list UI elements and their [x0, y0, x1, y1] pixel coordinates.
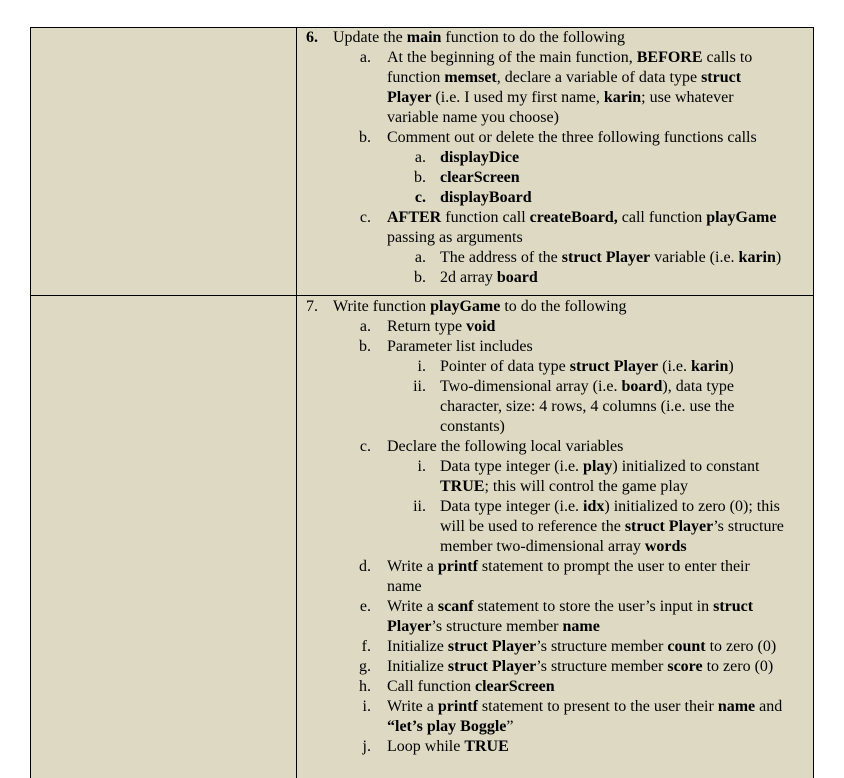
list-item-text [387, 657, 773, 677]
list-marker: a. [359, 318, 371, 335]
bold-term: count [667, 638, 706, 655]
bold-term: “let’s play Boggle [387, 718, 507, 735]
text-run: Return type [387, 318, 467, 335]
instruction-cell-step-7 [297, 296, 813, 778]
bold-term: BEFORE [636, 49, 703, 66]
step-heading [333, 297, 627, 317]
text-run: Two-dimensional array (i.e. [440, 378, 622, 395]
list-marker: f. [361, 638, 371, 655]
bold-term: createBoard, [529, 209, 618, 226]
sub-list-item-text [440, 397, 734, 417]
list-marker: c. [359, 438, 371, 455]
bold-term: playGame [706, 209, 777, 226]
sub-list-item-text [440, 268, 538, 288]
sub-list-item-text [440, 188, 532, 208]
list-item-text [387, 717, 514, 737]
text-run: to do the following [500, 298, 627, 315]
text-run: Write function [333, 298, 431, 315]
list-item-text [387, 108, 559, 128]
bold-term: displayDice [440, 149, 520, 166]
text-run: call function [617, 209, 707, 226]
bold-term: struct [713, 598, 754, 615]
text-run: ) [728, 358, 734, 375]
sub-list-item-text [440, 357, 734, 377]
sub-list-item-text [440, 457, 759, 477]
bold-term: TRUE [440, 478, 485, 495]
list-marker: a. [359, 49, 371, 66]
text-run: Update the [333, 29, 407, 46]
text-run: variable name you choose) [387, 109, 559, 126]
text-run: Write a [387, 598, 438, 615]
bold-term: karin [691, 358, 729, 375]
bold-term: printf [437, 558, 478, 575]
list-marker: i. [362, 698, 371, 715]
sub-list-marker: b. [414, 169, 426, 186]
text-run: (i.e. I used my first name, [431, 89, 604, 106]
list-item-text [387, 88, 734, 108]
text-run: Write a [387, 698, 438, 715]
instruction-table [30, 27, 814, 778]
text-run: Loop while [387, 738, 465, 755]
bold-term: words [644, 538, 687, 555]
list-marker: j. [362, 738, 371, 755]
text-run: (i.e. [658, 358, 692, 375]
bold-term: karin [603, 89, 642, 106]
bold-term: main [406, 29, 442, 46]
sub-list-item-text [440, 417, 505, 437]
text-run: ’s structure member [431, 618, 563, 635]
left-cell-row-1 [31, 28, 296, 295]
text-run: statement to present to the user their [477, 698, 718, 715]
text-run: Comment out or delete the three following functions calls [387, 129, 757, 146]
step-number: 7. [306, 298, 318, 315]
text-run: ’s structure [713, 518, 784, 535]
text-run: Data type integer (i.e. [440, 498, 584, 515]
sub-list-marker: ii. [413, 378, 426, 395]
text-run: will be used to reference the [440, 518, 625, 535]
sub-list-item-text [440, 537, 687, 557]
text-run: to zero (0) [705, 638, 777, 655]
bold-term: name [717, 698, 756, 715]
bold-term: score [667, 658, 703, 675]
text-run: to zero (0) [702, 658, 774, 675]
bold-term: AFTER [387, 209, 442, 226]
instruction-cell-step-6 [297, 27, 813, 295]
text-run: ’s structure member [536, 658, 668, 675]
text-run: constants) [440, 418, 505, 435]
list-item-text [387, 68, 741, 88]
step-number: 6. [306, 29, 318, 46]
text-run: function call [441, 209, 530, 226]
step-heading [333, 28, 625, 48]
text-run: function to do the following [441, 29, 625, 46]
text-run: calls to [702, 49, 753, 66]
sub-list-marker: ii. [413, 498, 426, 515]
text-run: 2d array [440, 269, 497, 286]
sub-list-marker: a. [414, 149, 426, 166]
list-item-text [387, 577, 422, 597]
bold-term: clearScreen [440, 169, 520, 186]
text-run: ) initialized to constant [612, 458, 760, 475]
sub-list-item-text [440, 517, 784, 537]
list-item-text [387, 617, 600, 637]
bold-term: board [621, 378, 663, 395]
bold-term: struct Player [569, 358, 659, 375]
list-item-text [387, 317, 495, 337]
text-run: function [387, 69, 445, 86]
table-right-border [813, 27, 814, 778]
bold-term: displayBoard [440, 189, 532, 206]
list-item-text [387, 48, 752, 68]
text-run: ” [506, 718, 514, 735]
list-item-text [387, 557, 750, 577]
list-marker: b. [359, 129, 371, 146]
list-marker: e. [359, 598, 371, 615]
text-run: Parameter list includes [387, 338, 533, 355]
bold-term: board [496, 269, 538, 286]
sub-list-marker: i. [417, 458, 426, 475]
sub-list-item-text [440, 248, 781, 268]
text-run: ’s structure member [536, 638, 668, 655]
bold-term: struct Player [624, 518, 714, 535]
list-item-text [387, 228, 523, 248]
list-item-text [387, 597, 753, 617]
text-run: ) initialized to zero (0); this [604, 498, 780, 515]
bold-term: play [583, 458, 613, 475]
text-run: Data type integer (i.e. [440, 458, 584, 475]
list-marker: h. [359, 678, 371, 695]
bold-term: clearScreen [474, 678, 555, 695]
text-run: , declare a variable of data type [496, 69, 702, 86]
list-item-text [387, 128, 757, 148]
sub-list-marker: b. [414, 269, 426, 286]
text-run: ; use whatever [641, 89, 734, 106]
list-marker: d. [359, 558, 371, 575]
text-run: Initialize [387, 638, 448, 655]
list-item-text [387, 637, 776, 657]
list-marker: b. [359, 338, 371, 355]
list-item-text [387, 437, 623, 457]
text-run: variable (i.e. [650, 249, 739, 266]
list-marker: g. [359, 658, 371, 675]
text-run: Pointer of data type [440, 358, 570, 375]
sub-list-item-text [440, 148, 519, 168]
text-run: member two-dimensional array [440, 538, 645, 555]
bold-term: struct Player [447, 658, 537, 675]
bold-term: idx [583, 498, 605, 515]
bold-term: printf [437, 698, 478, 715]
sub-list-item-text [440, 377, 734, 397]
bold-term: struct Player [561, 249, 651, 266]
text-run: statement to store the user’s input in [473, 598, 714, 615]
sub-list-item-text [440, 477, 688, 497]
sub-list-marker: i. [417, 358, 426, 375]
bold-term: scanf [437, 598, 474, 615]
bold-term: struct [701, 69, 742, 86]
text-run: character, size: 4 rows, 4 columns (i.e. use the [440, 398, 735, 415]
sub-list-item-text [440, 168, 520, 188]
bold-term: Player [387, 89, 432, 106]
text-run: Write a [387, 558, 438, 575]
list-item-text [387, 697, 782, 717]
bold-term: TRUE [464, 738, 509, 755]
text-run: ; this will control the game play [484, 478, 688, 495]
bold-term: void [466, 318, 496, 335]
bold-term: memset [444, 69, 497, 86]
text-run: Declare the following local variables [387, 438, 624, 455]
text-run: Initialize [387, 658, 448, 675]
text-run: name [387, 578, 422, 595]
sub-list-marker: a. [414, 249, 426, 266]
text-run: At the beginning of the main function, [387, 49, 637, 66]
text-run: Call function [387, 678, 475, 695]
text-run: passing as arguments [387, 229, 523, 246]
text-run: and [755, 698, 783, 715]
bold-term: name [562, 618, 600, 635]
text-run: ), data type [662, 378, 734, 395]
list-marker: c. [359, 209, 371, 226]
sub-list-marker: c. [414, 189, 426, 206]
left-cell-row-2 [31, 296, 296, 778]
list-item-text [387, 337, 533, 357]
sub-list-item-text [440, 497, 780, 517]
text-run: ) [775, 249, 782, 266]
text-run: The address of the [440, 249, 562, 266]
bold-term: karin [738, 249, 776, 266]
list-item-text [387, 677, 555, 697]
bold-term: struct Player [447, 638, 537, 655]
list-item-text [387, 208, 776, 228]
bold-term: Player [387, 618, 432, 635]
list-item-text [387, 737, 509, 757]
text-run: statement to prompt the user to enter their [477, 558, 750, 575]
bold-term: playGame [430, 298, 501, 315]
